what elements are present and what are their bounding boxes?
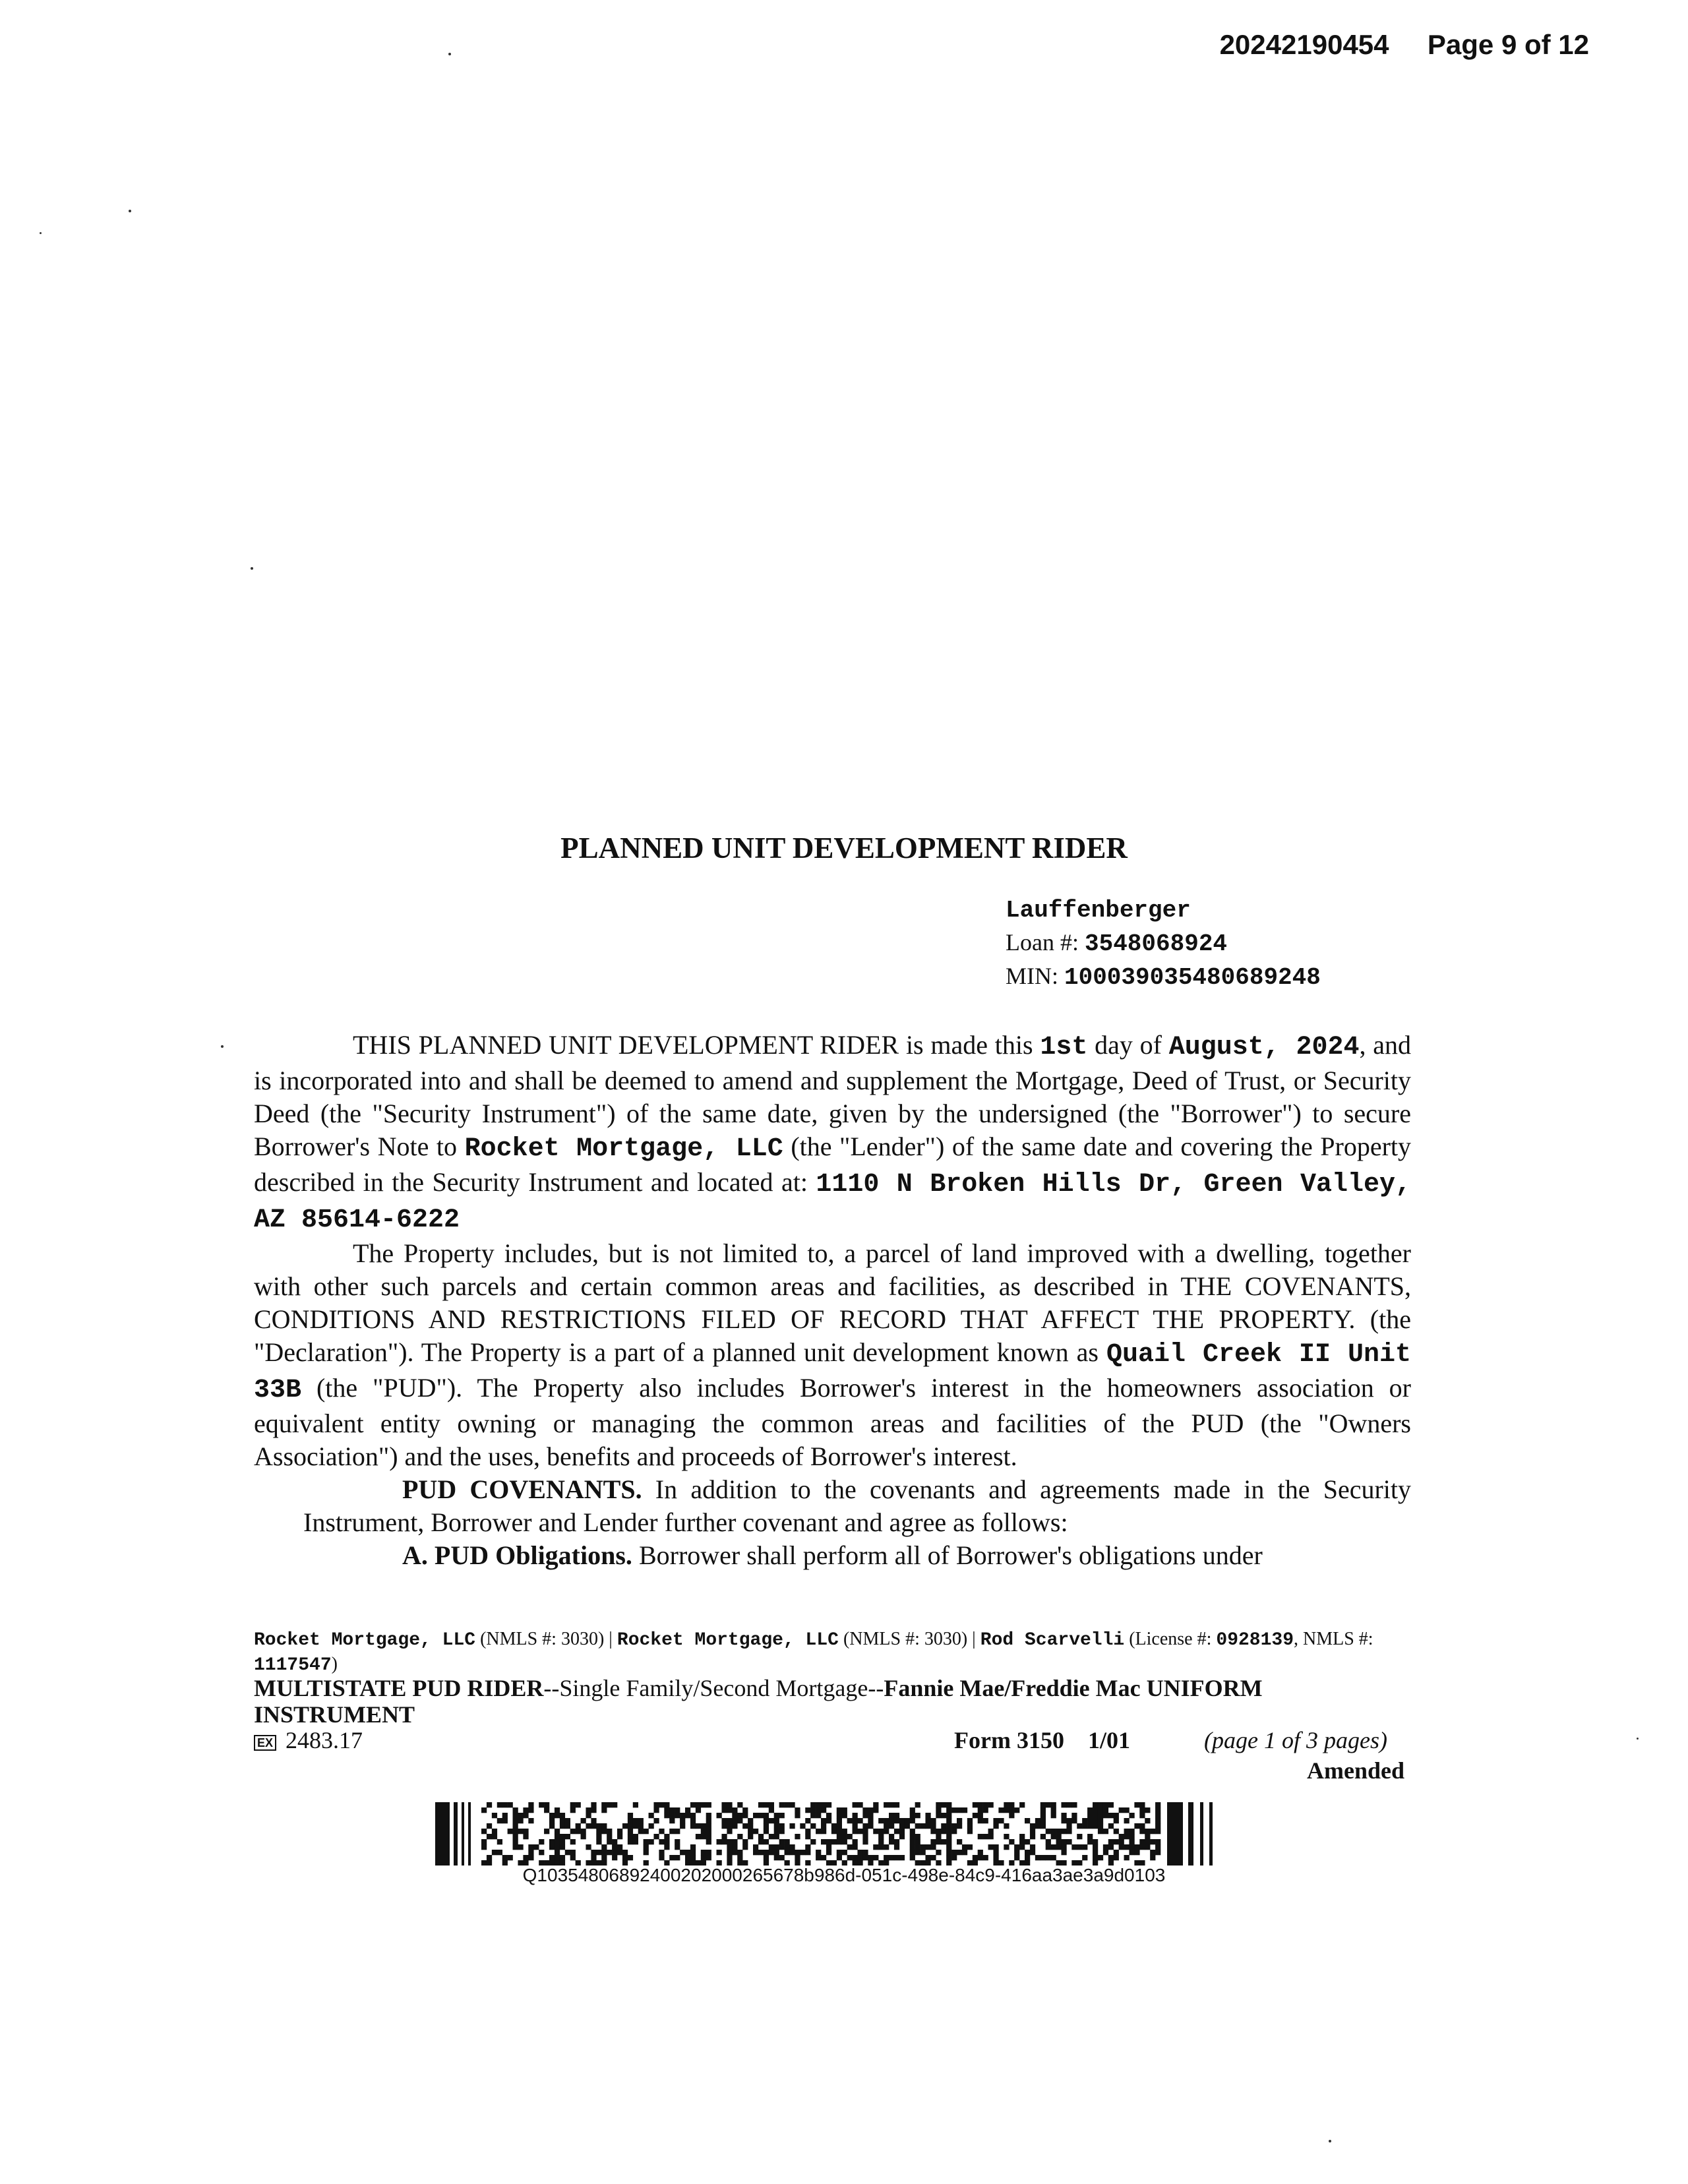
amended-label: Amended (1306, 1757, 1404, 1784)
scan-speck (1329, 2140, 1331, 2142)
form-title: MULTISTATE PUD RIDER--Single Family/Second Mortgage--Fannie Mae/Freddie Mac UNIFORM INSTRUMENT (254, 1675, 1263, 1728)
footer-providers: Rocket Mortgage, LLC (NMLS #: 3030) | Rocket Mortgage, LLC (NMLS #: 3030) | Rod Scarvelli (License #: 0928139, NMLS #: 1117547) (254, 1629, 1373, 1676)
pud-name: Quail Creek II Unit 33B (254, 1340, 1412, 1405)
loan-number: 3548068924 (1084, 930, 1228, 957)
rider-body (254, 1029, 1411, 1572)
property-address: 1110 N Broken Hills Dr, Green Valley, AZ 85614-6222 (254, 1170, 1411, 1235)
scan-speck (129, 210, 131, 212)
page-of-pages: (page 1 of 3 pages) (1204, 1727, 1387, 1753)
min-number: 100039035480689248 (1064, 964, 1321, 991)
ex-icon: EX (254, 1735, 276, 1751)
covenants-heading: PUD COVENANTS. (402, 1474, 642, 1504)
min-line: MIN: 100039035480689248 (1006, 963, 1321, 991)
loan-number-line: Loan #: 3548068924 (1006, 929, 1228, 957)
obligations-heading: A. PUD Obligations. (402, 1540, 632, 1570)
form-number: Form 3150 1/01 (954, 1727, 1130, 1753)
barcode (435, 1802, 1226, 1866)
recording-header (1220, 29, 1589, 61)
lender-name: Rocket Mortgage, LLC (464, 1134, 783, 1164)
rider-day: 1st (1040, 1033, 1088, 1062)
scan-speck (251, 567, 253, 570)
property-paragraph: The Property includes, but is not limited to, a parcel of land improved with a dwelling, together with other such parcels and certain common areas and facilities, as described in THE COVENANTS, CONDITIONS AND RESTRICTIONS FILED OF RECORD THAT AFFECT THE PROPERTY. (the "Declaration"). The Property is a part of a planned unit development known as Quail Creek II Unit 33B (the "PUD"). The Property also includes Borrower's interest in the homeowners association or equivalent entity owning or managing the common areas and facilities of the PUD (the "Owners Association") and the uses, benefits and proceeds of Borrower's interest. (254, 1238, 1412, 1471)
page-label: Page 9 of 12 (1427, 29, 1589, 60)
document-title: PLANNED UNIT DEVELOPMENT RIDER (560, 832, 1128, 864)
barcode-text: Q10354806892400202000265678b986d-051c-498e-84c9-416aa3ae3a9d0103 (522, 1865, 1166, 1885)
intro-paragraph: THIS PLANNED UNIT DEVELOPMENT RIDER is made this 1st day of August, 2024, and is incorporated into and shall be deemed to amend and supplement the Mortgage, Deed of Trust, or Security Deed (the "Security Instrument") of the same date, given by the undersigned (the "Borrower") to secure Borrower's Note to Rocket Mortgage, LLC (the "Lender") of the same date and covering the Property described in the Security Instrument and located at: 1110 N Broken Hills Dr, Green Valley, AZ 85614-6222 (254, 1030, 1412, 1235)
scan-speck (1637, 1738, 1639, 1740)
borrower-block (1006, 894, 1321, 994)
form-code: EX 2483.17 (254, 1726, 363, 1754)
obligations-paragraph: A. PUD Obligations. Borrower shall perform all of Borrower's obligations under (402, 1540, 1263, 1570)
borrower-name: Lauffenberger (1006, 897, 1191, 924)
scan-speck (448, 53, 451, 55)
recording-number: 20242190454 (1219, 29, 1389, 60)
covenants-paragraph: PUD COVENANTS. In addition to the covenants and agreements made in the Security Instrument, Borrower and Lender further covenant and agree as follows: (303, 1474, 1412, 1537)
rider-date: August, 2024 (1168, 1033, 1360, 1062)
scan-speck (221, 1045, 224, 1048)
scan-speck (40, 232, 42, 234)
